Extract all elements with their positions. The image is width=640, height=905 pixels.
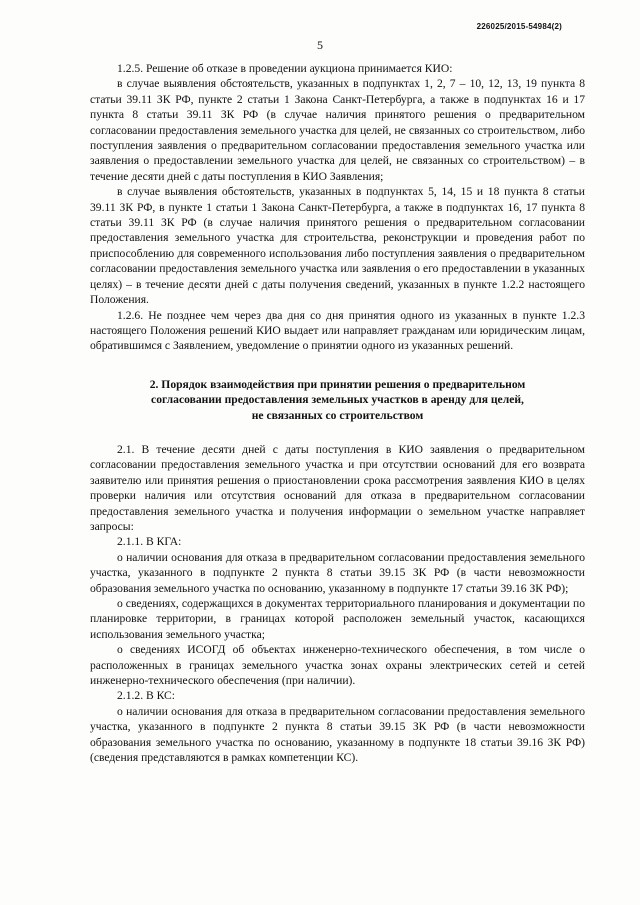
document-id: 226025/2015-54984(2) bbox=[476, 22, 562, 31]
paragraph-ks-item-1: о наличии основания для отказа в предварительном согласовании предоставления земельного участка, указанного в подпункте 2 пункта 8 статьи 39.15 ЗК РФ (в части невозможности образования земельного участка по основанию, указанному в подпункте 18 статьи 39.16 ЗК РФ) (сведения представляются в рамках компетенции КС). bbox=[90, 704, 585, 765]
paragraph-kga-item-1: о наличии основания для отказа в предварительном согласовании предоставления земельного участка, указанного в подпункте 2 пункта 8 статьи 39.15 ЗК РФ (в части невозможности образования земельного участка по основанию, указанному в подпункте 17 статьи 39.16 ЗК РФ); bbox=[90, 550, 585, 595]
paragraph-kga-item-2: о сведениях, содержащихся в документах территориального планирования и документации по планировке территории, в границах которой расположен земельный участок, касающихся использования земельного участка; bbox=[90, 597, 585, 641]
paragraph-kga-item-3: о сведениях ИСОГД об объектах инженерно-технического обеспечения, в том числе о расположенных в границах земельного участка зонах охраны электрических сетей и сетей инженерно-технического обеспечения (при наличии). bbox=[90, 643, 585, 688]
paragraph-2-1: 2.1. В течение десяти дней с даты поступления в КИО заявления о предварительном согласовании предоставления земельного участка и при отсутствии оснований для его возврата заявителю или принятия решения о приостановлении срока рассмотрения заявления КИО в целях проверки наличия или отсутствия оснований для отказа в предварительном согласовании предоставления земельного участка и получения информации о земельном участке направляет запросы: bbox=[90, 442, 585, 533]
section-2-heading bbox=[90, 377, 585, 423]
paragraph-1-2-6: 1.2.6. Не позднее чем через два дня со дня принятия одного из указанных в пункте 1.2.3 настоящего Положения решений КИО выдает или направляет гражданам или юридическим лицам, обратившимся с Заявлением, уведомление о принятии одного из указанных решений. bbox=[90, 308, 585, 353]
section-2-heading-line-1: 2. Порядок взаимодействия при принятии решения о предварительном bbox=[149, 377, 526, 391]
paragraph-1-2-5: 1.2.5. Решение об отказе в проведении аукциона принимается КИО: bbox=[117, 62, 453, 75]
paragraph-2-1-1: 2.1.1. В КГА: bbox=[117, 535, 182, 549]
section-2-heading-line-2: согласовании предоставления земельных участков в аренду для целей, bbox=[151, 393, 524, 407]
document-body bbox=[90, 61, 585, 765]
paragraph-refusal-case-1: в случае выявления обстоятельств, указанных в подпунктах 1, 2, 7 – 10, 12, 13, 19 пункта 8 статьи 39.11 ЗК РФ, пункте 2 статьи 1 Закона Санкт-Петербурга, а также в подпунктах 16 и 17 пункта 8 статьи 39.11 ЗК РФ (в случае наличия принятого решения о предварительном согласовании предоставления земельного участка для целей, не связанных со строительством, либо поступления заявления о предварительном согласовании предоставления земельного участка или заявления о предоставлении земельного участка для целей, не связанных со строительством) – в течение десяти дней с даты поступления в КИО Заявления; bbox=[90, 77, 585, 183]
paragraph-2-1-2: 2.1.2. В КС: bbox=[117, 689, 176, 703]
paragraph-refusal-case-2: в случае выявления обстоятельств, указанных в подпунктах 5, 14, 15 и 18 пункта 8 статьи 39.11 ЗК РФ, в пункте 1 статьи 1 Закона Санкт-Петербурга, а также в подпунктах 16, 17 пункта 8 статьи 39.11 ЗК РФ (в случае наличия принятого решения о предварительном согласовании предоставления земельного участка для строительства, реконструкции и проведения работ по приспособлению для современного использования либо поступления заявления о предварительном согласовании предоставления земельного участка или заявления о его предоставлении в указанных целях) – в течение десяти дней с даты получения сведений, указанных в пункте 1.2.2 настоящего Положения. bbox=[90, 185, 585, 307]
page-number: 5 bbox=[317, 38, 323, 52]
section-2-heading-line-3: не связанных со строительством bbox=[251, 408, 424, 422]
